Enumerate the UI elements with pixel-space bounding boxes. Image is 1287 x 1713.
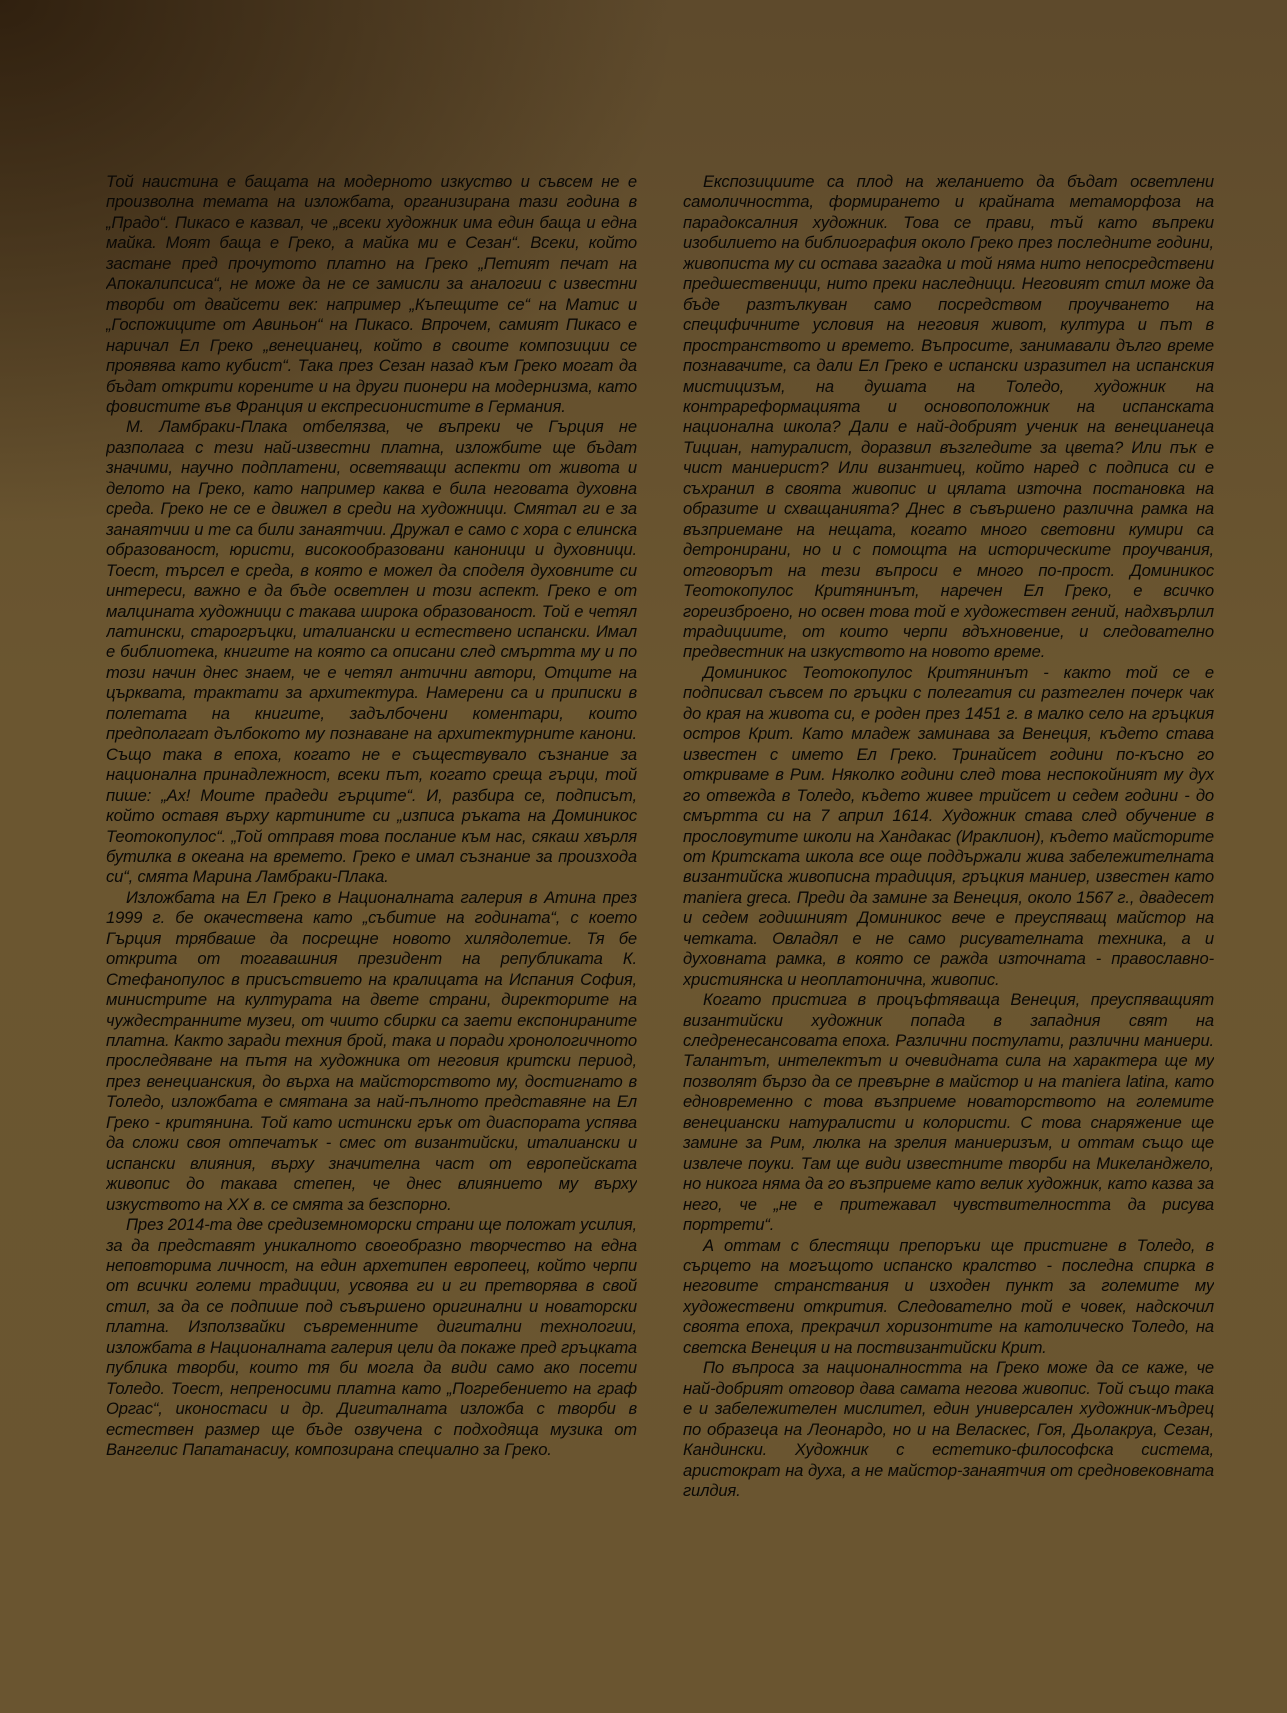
paragraph: По въпроса за националността на Греко може да се каже, че най-добрият отговор дава самата негова живопис. Той също така е и забележителен мислител, един универсален художник-мъдрец по образеца на Леонардо, но и на Веласкес, Гоя, Дьолакруа, Сезан, Кандински. Художник с естетико-философска система, аристократ на духа, а не майстор-занаятчия от средновековната гилдия. — [683, 1358, 1214, 1500]
right-column — [683, 172, 1214, 1592]
left-column — [106, 172, 637, 1592]
paragraph: Когато пристига в процъфтяваща Венеция, преуспяващият византийски художник попада в западния свят на следренесансовата епоха. Различни постулати, различни маниери. Талантът, интелектът и очевидната сила на характера ще му позволят бързо да се превърне в майстор и на maniera latina, като едновременно с това възприеме новаторството на големите венециански натуралисти и колористи. С това снаряжение ще замине за Рим, люлка на зрелия маниеризъм, и оттам също ще извлече поуки. Там ще види известните творби на Микеланджело, но никога няма да го възприеме като велик художник, като казва за него, че „не е притежавал чувствителността да рисува портрети“. — [683, 990, 1214, 1235]
paragraph: М. Ламбраки-Плака отбелязва, че въпреки че Гърция не разполага с тези най-известни платна, изложбите ще бъдат значими, научно подплатени, осветяващи аспекти от живота и делото на Греко, като например каква е била неговата духовна среда. Греко не се е движел в среди на художници. Смятал ги е за занаятчии и те са били занаятчии. Дружал е само с хора с елинска образованост, юристи, високообразовани каноници и духовници. Тоест, търсел е среда, в която е можел да споделя духовните си интереси, важно е да бъде осветлен и този аспект. Греко е от малцината художници с такава широка образованост. Той е четял латински, старогръцки, италиански и естествено испански. Имал е библиотека, книгите на която са описани след смъртта му и по този начин днес знаем, че е четял антични автори, Отците на църквата, трактати за архитектура. Намерени са и приписки в полетата на книгите, задълбочени коментари, които предполагат дълбокото му познаване на архитектурните канони. Също така в епоха, когато не е съществувало съзнание за национална принадлежност, всеки път, когато среща гърци, той пише: „Ах! Моите прадеди гърците“. И, разбира се, подписът, който оставя върху картините си „изписа ръката на Доминикос Теотокопулос“. „Той отправя това послание към нас, сякаш хвърля бутилка в океана на времето. Греко е имал съзнание за произхода си“, смята Марина Ламбраки-Плака. — [106, 417, 637, 887]
paragraph: А оттам с блестящи препоръки ще пристигне в Толедо, в сърцето на могъщото испанско кралство - последна спирка в неговите странствания и изходен пункт за големите му художествени открития. Следователно той е човек, надскочил своята епоха, прекрачил хоризонтите на католическо Толедо, на светска Венеция и на поствизантийски Крит. — [683, 1235, 1214, 1357]
paragraph: Изложбата на Ел Греко в Националната галерия в Атина през 1999 г. бе окачествена като „събитие на годината“, с което Гърция трябваше да посрещне новото хилядолетие. Тя бе открита от тогавашния президент на републиката К. Стефанопулос в присъствието на кралицата на Испания София, министрите на културата на двете страни, директорите на чуждестранните музеи, от чиито сбирки са заети експонираните платна. Както заради техния брой, така и поради хронологичното проследяване на пътя на художника от неговия критски период, през венецианския, до върха на майсторството му, достигнато в Толедо, изложбата е смятана за най-пълното представяне на Ел Греко - критянина. Той като истински грък от диаспората успява да сложи своя отпечатък - смес от византийски, италиански и испански влияния, върху значителна част от европейската живопис до такава степен, че днес влиянието му върху изкуството на XX в. се смята за безспорно. — [106, 887, 637, 1214]
article-body — [106, 172, 1214, 1592]
paragraph: През 2014-та две средиземноморски страни ще положат усилия, за да представят уникалното своеобразно творчество на една неповторима личност, на един архетипен европеец, който черпи от всички големи традиции, усвоява ги и ги претворява в свой стил, за да се подпише под съвършено оригинални и новаторски платна. Използвайки съвременните дигитални технологии, изложбата в Националната галерия цели да покаже пред гръцката публика творби, които тя би могла да види само ако посети Толедо. Тоест, непреносими платна като „Погребението на граф Оргас“, иконостаси и др. Дигиталната изложба с творби в естествен размер ще бъде озвучена с подходяща музика от Вангелис Папатанасиу, композирана специално за Греко. — [106, 1215, 637, 1460]
paragraph: Доминикос Теотокопулос Критянинът - както той се е подписвал съвсем по гръцки с полегатия си разтеглен почерк чак до края на живота си, е роден през 1451 г. в малко село на гръцкия остров Крит. Като младеж заминава за Венеция, където става известен с името Ел Греко. Тринайсет години по-късно го откриваме в Рим. Няколко години след това неспокойният му дух го отвежда в Толедо, където живее трийсет и седем години - до смъртта си на 7 април 1614. Художник става след обучение в прословутите школи на Хандакас (Ираклион), където майсторите от Критската школа все още поддържали жива забележителната византийска живописна традиция, гръцкия маниер, известен като maniera greca. Преди да замине за Венеция, около 1567 г., двадесет и седем годишният Доминикос вече е преуспяващ майстор на четката. Овладял е не само рисувателната техника, а и духовната рамка, в която се ражда източната - православно-християнска и неоплатонична, живопис. — [683, 662, 1214, 989]
paragraph: Той наистина е бащата на модерното изкуство и съвсем не е произволна темата на изложбата, организирана тази година в „Прадо“. Пикасо е казвал, че „всеки художник има един баща и една майка. Моят баща е Греко, а майка ми е Сезан“. Всеки, който застане пред прочутото платно на Греко „Петият печат на Апокалипсиса“, не може да не се замисли за аналогии с известни творби от двайсети век: например „Къпещите се“ на Матис и „Госпожиците от Авиньон“ на Пикасо. Впрочем, самият Пикасо е наричал Ел Греко „венецианец, който в своите композиции се проявява като кубист“. Така през Сезан назад към Греко могат да бъдат открити корените и на други пионери на модернизма, като фовистите във Франция и експресионистите в Германия. — [106, 172, 637, 416]
paragraph: Експозициите са плод на желанието да бъдат осветлени самоличността, формирането и крайната метаморфоза на парадоксалния художник. Това се прави, тъй като въпреки изобилието на библиография около Греко през последните години, живописта му си остава загадка и той няма нито непосредствени предшественици, нито преки наследници. Неговият стил може да бъде разтълкуван само посредством проучването на специфичните условия на неговия живот, култура и път в пространството и времето. Въпросите, занимавали дълго време познавачите, са дали Ел Греко е испански изразител на испанския мистицизъм, на душата на Толедо, художник на контрареформацията и основоположник на испанската национална школа? Дали е най-добрият ученик на венецианеца Тициан, натуралист, доразвил възгледите за цвета? Или пък е чист маниерист? Или византиец, който наред с подписа си е съхранил в своята живопис и цялата източна постановка на образите и схващанията? Днес в съвършено различна рамка на възприемане на нещата, когато много световни кумири са детронирани, но и с помощта на историческите проучвания, отговорът на тези въпроси е много по-прост. Доминикос Теотокопулос Критянинът, наречен Ел Греко, е всичко гореизброено, но освен това той е художествен гений, надхвърлил традициите, от които черпи вдъхновение, и следователно предвестник на изкуството на новото време. — [683, 172, 1214, 662]
